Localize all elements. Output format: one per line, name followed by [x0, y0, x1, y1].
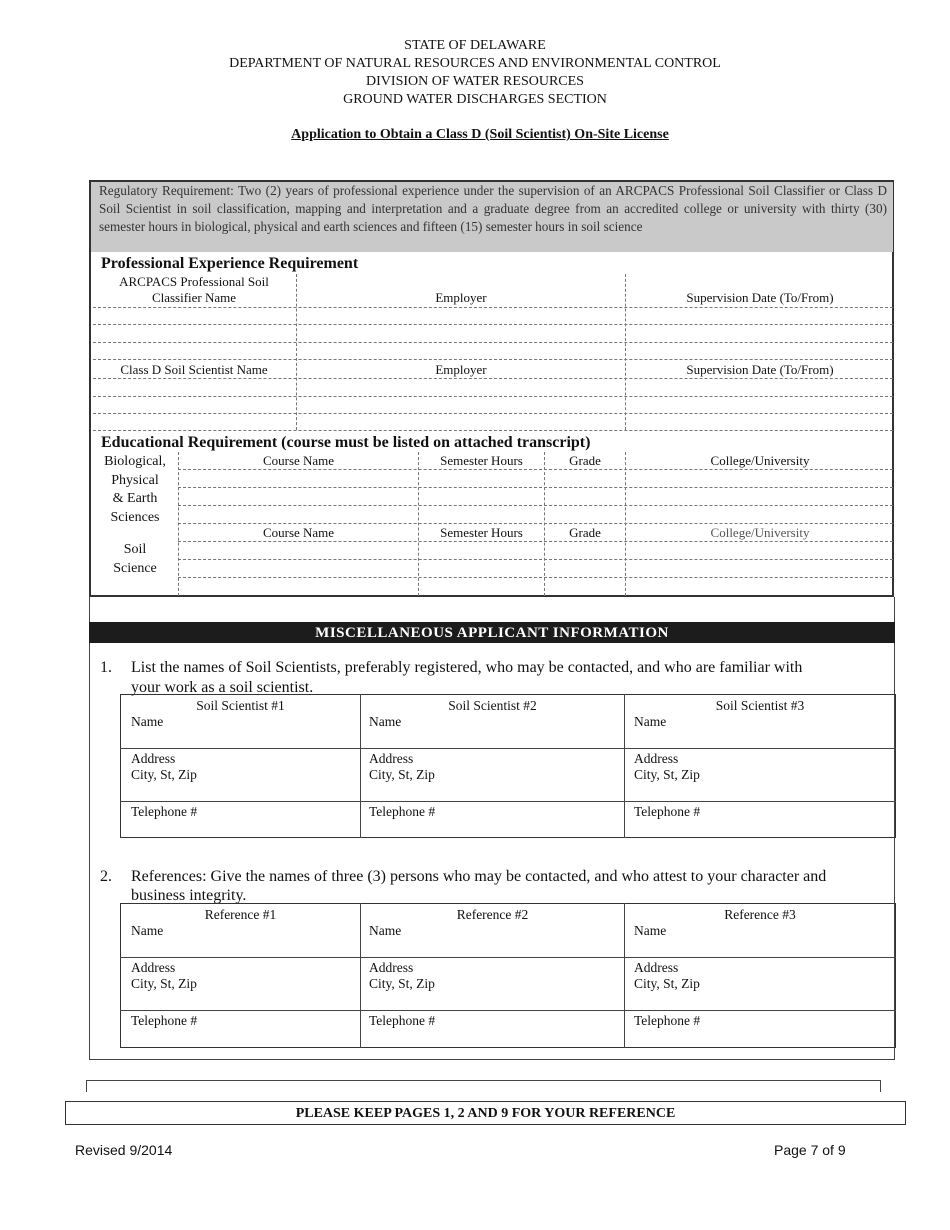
exp-row-1[interactable]: [93, 324, 893, 325]
misc-box-bottom: [89, 1059, 895, 1060]
exp-row-4[interactable]: [93, 396, 893, 397]
edu-row-1[interactable]: [178, 487, 893, 488]
sci2-city[interactable]: City, St, Zip: [369, 767, 435, 782]
form-title: Application to Obtain a Class D (Soil Scientist) On-Site License: [291, 127, 669, 142]
misc-box-left: [89, 597, 90, 1059]
sci1-city[interactable]: City, St, Zip: [131, 767, 197, 782]
page-number: Page 7 of 9: [774, 1142, 846, 1158]
ref-row-div-1: [120, 957, 896, 958]
course-name-label: Course Name: [262, 453, 335, 468]
scientist-2-header: Soil Scientist #2: [448, 698, 537, 713]
ref-col-div-1: [360, 903, 361, 1048]
grade-label: Grade: [569, 453, 601, 468]
footer-bracket-line: [86, 1080, 880, 1081]
experience-heading: Professional Experience Requirement: [101, 255, 359, 272]
sci2-phone[interactable]: Telephone #: [369, 804, 436, 819]
sci3-phone[interactable]: Telephone #: [634, 804, 701, 819]
sci3-city[interactable]: City, St, Zip: [634, 767, 700, 782]
edu-line: [178, 469, 893, 470]
employer-label-2: Employer: [435, 362, 487, 377]
q2-line-1: References: Give the names of three (3) persons who may be contacted, and who attest to your character and: [131, 868, 827, 885]
ref2-city[interactable]: City, St, Zip: [369, 976, 435, 991]
exp-divider-2: [625, 274, 626, 430]
scientist-table: [120, 694, 896, 838]
sci-col-div-2: [624, 694, 625, 838]
semester-hours-label: Semester Hours: [440, 453, 523, 468]
edu-divider-4: [625, 452, 626, 596]
q1-number: 1.: [100, 659, 112, 676]
soil-label-2: Science: [113, 560, 157, 576]
ref1-name[interactable]: Name: [131, 923, 164, 938]
exp-line: [93, 307, 893, 308]
header-department: DEPARTMENT OF NATURAL RESOURCES AND ENVIRONMENTAL CONTROL: [229, 56, 721, 71]
header-division: DIVISION OF WATER RESOURCES: [366, 74, 584, 89]
q1-line-2: your work as a soil scientist.: [131, 679, 314, 696]
keep-pages-notice: PLEASE KEEP PAGES 1, 2 AND 9 FOR YOUR REFERENCE: [65, 1101, 906, 1125]
bio-sciences-label: [93, 453, 177, 527]
exp-row-2[interactable]: [93, 342, 893, 343]
reference-2-header: Reference #2: [456, 907, 529, 922]
course-name-label-2: Course Name: [262, 525, 335, 540]
ref-col-div-2: [624, 903, 625, 1048]
exp-row-6[interactable]: [93, 430, 893, 431]
ref2-address[interactable]: Address: [369, 960, 414, 975]
regulatory-requirement: Regulatory Requirement: Two (2) years of professional experience under the supervision of an ARCPACS Professional Soil Classifier or Class D Soil Scientist in soil classification, mapping and interpretation and a graduate degree from an accredited college or university with thirty (30) semester hours in biological, physical and earth sciences and fifteen (15) semester hours in soil science: [91, 182, 893, 252]
footer-bracket-left: [86, 1080, 87, 1092]
reference-3-header: Reference #3: [724, 907, 796, 922]
ref3-address[interactable]: Address: [634, 960, 679, 975]
edu-row-2[interactable]: [178, 505, 893, 506]
edu-divider-2: [418, 452, 419, 596]
revised-date: Revised 9/2014: [75, 1142, 173, 1158]
arcpacs-label-1: ARCPACS Professional Soil: [119, 274, 269, 289]
arcpacs-label-2: Classifier Name: [151, 290, 237, 305]
edu-line: [178, 541, 893, 542]
sci2-address[interactable]: Address: [369, 751, 414, 766]
misc-info-bar: MISCELLANEOUS APPLICANT INFORMATION: [89, 622, 895, 643]
exp-row-3[interactable]: [93, 359, 893, 360]
classd-name-label: Class D Soil Scientist Name: [120, 362, 268, 377]
ref3-city[interactable]: City, St, Zip: [634, 976, 700, 991]
bio-label-2: Physical: [111, 472, 159, 488]
bio-label-1: Biological,: [104, 454, 166, 469]
ref1-city[interactable]: City, St, Zip: [131, 976, 197, 991]
reference-1-header: Reference #1: [204, 907, 277, 922]
ref3-phone[interactable]: Telephone #: [634, 1013, 701, 1028]
scientist-1-header: Soil Scientist #1: [196, 698, 285, 713]
grade-label-2: Grade: [569, 525, 601, 540]
ref1-address[interactable]: Address: [131, 960, 176, 975]
ref1-phone[interactable]: Telephone #: [131, 1013, 198, 1028]
scientist-3-header: Soil Scientist #3: [715, 698, 805, 713]
edu-divider-1: [178, 452, 179, 596]
soil-label-1: Soil: [123, 542, 147, 557]
soil-science-label: [93, 541, 177, 578]
sci2-name[interactable]: Name: [369, 714, 402, 729]
supervision-date-label-2: Supervision Date (To/From): [686, 362, 834, 377]
sci-col-div-1: [360, 694, 361, 838]
supervision-date-label: Supervision Date (To/From): [686, 290, 834, 305]
header-state: STATE OF DELAWARE: [404, 38, 546, 53]
sci-row-div-2: [120, 801, 896, 802]
q2-line-2: business integrity.: [131, 887, 247, 904]
education-heading: Educational Requirement (course must be listed on attached transcript): [101, 434, 591, 451]
q1-line-1: List the names of Soil Scientists, preferably registered, who may be contacted, and who are familiar with: [131, 659, 803, 676]
sci1-address[interactable]: Address: [131, 751, 176, 766]
sci1-phone[interactable]: Telephone #: [131, 804, 198, 819]
reference-table: [120, 903, 896, 1048]
header-section: GROUND WATER DISCHARGES SECTION: [343, 92, 607, 107]
ref2-name[interactable]: Name: [369, 923, 402, 938]
exp-row-5[interactable]: [93, 413, 893, 414]
college-label-2: College/University: [710, 525, 810, 540]
edu-row-4[interactable]: [178, 559, 893, 560]
edu-row-5[interactable]: [178, 577, 893, 578]
ref2-phone[interactable]: Telephone #: [369, 1013, 436, 1028]
sci3-name[interactable]: Name: [634, 714, 667, 729]
exp-divider-1: [296, 274, 297, 430]
college-label: College/University: [710, 453, 810, 468]
q2-number: 2.: [100, 868, 112, 885]
sci-row-div-1: [120, 748, 896, 749]
sci3-address[interactable]: Address: [634, 751, 679, 766]
sci1-name[interactable]: Name: [131, 714, 164, 729]
employer-label: Employer: [435, 290, 487, 305]
ref-row-div-2: [120, 1010, 896, 1011]
edu-row-3[interactable]: [178, 523, 893, 524]
footer-bracket-right: [880, 1080, 881, 1092]
bio-label-3: & Earth: [112, 491, 158, 506]
bio-label-4: Sciences: [110, 509, 160, 525]
edu-divider-3: [544, 452, 545, 596]
exp-line: [93, 378, 893, 379]
semester-hours-label-2: Semester Hours: [440, 525, 523, 540]
ref3-name[interactable]: Name: [634, 923, 667, 938]
